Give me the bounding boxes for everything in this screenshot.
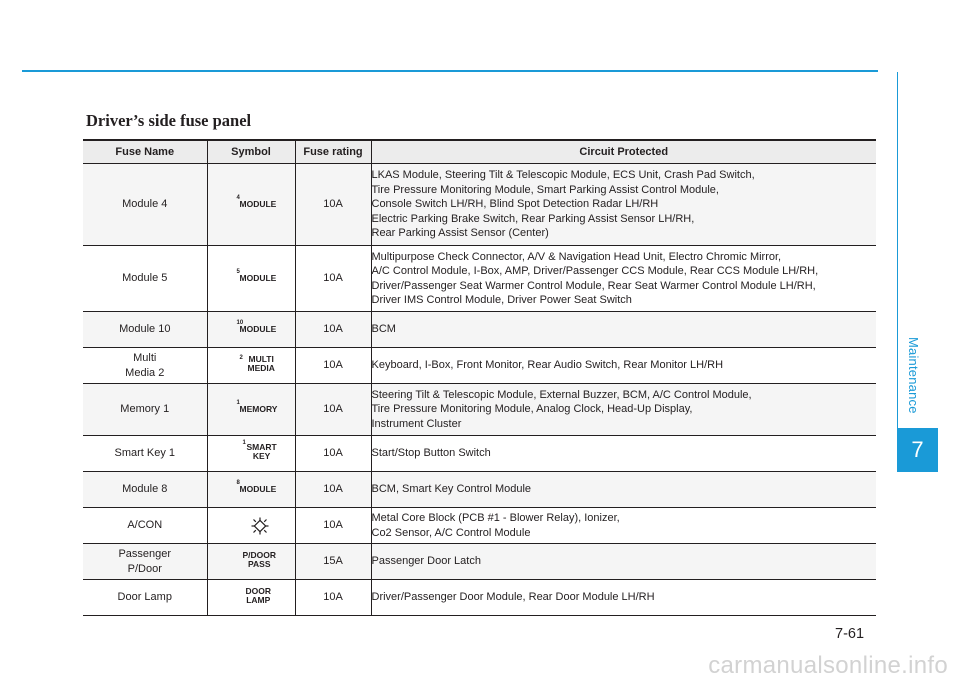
fuse-rating: 10A xyxy=(295,164,371,246)
table-row xyxy=(83,312,876,348)
table-row xyxy=(83,384,876,436)
side-rule xyxy=(897,72,898,432)
circuit-line: Rear Parking Assist Sensor (Center) xyxy=(371,227,549,240)
fuse-symbol-number: 2 xyxy=(239,355,243,362)
fuse-symbol xyxy=(207,312,295,348)
chapter-tab xyxy=(875,337,921,419)
chapter-number-box xyxy=(897,428,938,472)
table-row xyxy=(83,164,876,246)
fuse-symbol-number: 8 xyxy=(236,480,240,487)
column-header: Circuit Protected xyxy=(371,140,876,164)
fuse-symbol-number: 1 xyxy=(236,400,240,407)
fuse-rating: 10A xyxy=(295,384,371,436)
fuse-symbol-label xyxy=(236,269,277,284)
fuse-symbol xyxy=(207,436,295,472)
fuse-symbol-number: 4 xyxy=(236,195,240,202)
circuit-protected xyxy=(371,544,876,580)
circuit-protected xyxy=(371,164,876,246)
column-header: Fuse Name xyxy=(83,140,207,164)
fuse-symbol-text: LAMP xyxy=(246,595,271,606)
column-header: Fuse rating xyxy=(295,140,371,164)
fuse-rating: 10A xyxy=(295,580,371,616)
circuit-line: A/C Control Module, I-Box, AMP, Driver/Passenger CCS Module, Rear CCS Module LH/RH, xyxy=(371,265,819,277)
table-row xyxy=(83,246,876,312)
fuse-symbol-number: 10 xyxy=(236,320,244,327)
circuit-protected xyxy=(371,508,876,544)
circuit-line: Steering Tilt & Telescopic Module, External Buzzer, BCM, A/C Control Module, xyxy=(371,388,752,401)
fuse-name: Module 5 xyxy=(83,246,207,312)
fuse-symbol-label xyxy=(236,400,278,415)
fuse-name: Module 4 xyxy=(83,164,207,246)
fuse-symbol-text: SMART xyxy=(246,442,277,453)
fuse-rating: 10A xyxy=(295,312,371,348)
fuse-symbol-label xyxy=(236,320,277,335)
circuit-line: Instrument Cluster xyxy=(371,417,462,430)
page-number: 7-61 xyxy=(835,626,865,642)
circuit-line: Co2 Sensor, A/C Control Module xyxy=(371,526,531,539)
fuse-symbol xyxy=(207,348,295,384)
table-row xyxy=(83,580,876,616)
circuit-line: BCM xyxy=(371,323,396,336)
fuse-symbol-text: PASS xyxy=(248,559,271,570)
fuse-symbol-text: MEDIA xyxy=(247,363,275,374)
chapter-label: Maintenance xyxy=(906,337,921,414)
fuse-symbol-number: 5 xyxy=(236,269,240,276)
fuse-name-line: P/Door xyxy=(127,562,162,575)
table-row xyxy=(83,472,876,508)
fuse-symbol xyxy=(207,544,295,580)
fuse-name-line: Multi xyxy=(133,352,157,364)
table-header-row xyxy=(83,140,876,164)
fuse-name: Module 10 xyxy=(83,312,207,348)
circuit-line: Passenger Door Latch xyxy=(371,555,481,568)
circuit-protected xyxy=(371,384,876,436)
circuit-line: Driver/Passenger Seat Warmer Control Module, Rear Seat Warmer Control Module LH/RH, xyxy=(371,279,816,292)
fuse-symbol xyxy=(207,384,295,436)
circuit-line: Console Switch LH/RH, Blind Spot Detection Radar LH/RH xyxy=(371,198,659,211)
fuse-symbol xyxy=(207,580,295,616)
column-header: Symbol xyxy=(207,140,295,164)
fuse-symbol-text: MEMORY xyxy=(239,404,278,415)
fuse-symbol-label xyxy=(239,354,275,374)
circuit-line: LKAS Module, Steering Tilt & Telescopic Module, ECS Unit, Crash Pad Switch, xyxy=(371,169,755,182)
fuse-table xyxy=(83,139,876,616)
fuse-name: Door Lamp xyxy=(83,580,207,616)
fuse-symbol-label xyxy=(236,480,277,495)
top-rule xyxy=(22,70,878,72)
circuit-line: BCM, Smart Key Control Module xyxy=(371,483,532,496)
circuit-protected xyxy=(371,472,876,508)
circuit-line: Electric Parking Brake Switch, Rear Parking Assist Sensor LH/RH, xyxy=(371,212,695,225)
fuse-name-line: Media 2 xyxy=(125,366,165,379)
fuse-rating: 10A xyxy=(295,348,371,384)
fuse-symbol xyxy=(207,246,295,312)
fuse-rating: 10A xyxy=(295,508,371,544)
fuse-name: A/CON xyxy=(83,508,207,544)
fuse-symbol-label xyxy=(243,551,277,569)
fuse-name-line: Passenger xyxy=(118,548,172,560)
fuse-symbol-number: 1 xyxy=(242,440,246,447)
fuse-name: Memory 1 xyxy=(83,384,207,436)
circuit-line: Driver/Passenger Door Module, Rear Door Module LH/RH xyxy=(371,591,655,604)
fuse-rating: 10A xyxy=(295,436,371,472)
fuse-symbol xyxy=(207,508,295,544)
circuit-line: Tire Pressure Monitoring Module, Analog Clock, Head-Up Display, xyxy=(371,403,693,416)
circuit-line: Start/Stop Button Switch xyxy=(371,447,491,460)
fuse-name: Module 8 xyxy=(83,472,207,508)
circuit-line: Metal Core Block (PCB #1 - Blower Relay), Ionizer, xyxy=(371,512,620,524)
circuit-line: Driver IMS Control Module, Driver Power Seat Switch xyxy=(371,294,632,306)
fuse-symbol-text: KEY xyxy=(252,451,271,462)
fuse-symbol-text: MODULE xyxy=(239,199,277,210)
circuit-protected xyxy=(371,348,876,384)
fuse-rating: 10A xyxy=(295,246,371,312)
fuse-name: Smart Key 1 xyxy=(83,436,207,472)
watermark: carmanualsonline.info xyxy=(708,652,948,679)
fuse-symbol-label xyxy=(246,587,272,605)
fuse-symbol-text: MULTI xyxy=(248,354,274,365)
circuit-protected xyxy=(371,246,876,312)
fuse-name xyxy=(83,544,207,580)
fuse-symbol-text: MODULE xyxy=(239,273,277,284)
fuse-rating: 15A xyxy=(295,544,371,580)
table-row xyxy=(83,508,876,544)
table-row xyxy=(83,436,876,472)
fuse-symbol-text: DOOR xyxy=(245,586,271,597)
circuit-line: Tire Pressure Monitoring Module, Smart Parking Assist Control Module, xyxy=(371,183,719,196)
circuit-line: Multipurpose Check Connector, A/V & Navigation Head Unit, Electro Chromic Mirror, xyxy=(371,250,782,263)
fuse-symbol xyxy=(207,164,295,246)
circuit-line: Keyboard, I-Box, Front Monitor, Rear Audio Switch, Rear Monitor LH/RH xyxy=(371,359,724,372)
fuse-symbol-label xyxy=(236,195,277,210)
fuse-symbol-label xyxy=(242,440,277,462)
fan-icon xyxy=(251,517,269,535)
circuit-protected xyxy=(371,436,876,472)
circuit-protected xyxy=(371,312,876,348)
section-title: Driver’s side fuse panel xyxy=(86,111,252,130)
fuse-rating: 10A xyxy=(295,472,371,508)
circuit-protected xyxy=(371,580,876,616)
fuse-symbol-text: MODULE xyxy=(239,484,277,495)
table-row xyxy=(83,348,876,384)
table-row xyxy=(83,544,876,580)
fuse-symbol-text: MODULE xyxy=(239,324,277,335)
fuse-name xyxy=(83,348,207,384)
fuse-symbol xyxy=(207,472,295,508)
chapter-number: 7 xyxy=(911,437,924,462)
fuse-symbol-text: P/DOOR xyxy=(242,550,277,561)
